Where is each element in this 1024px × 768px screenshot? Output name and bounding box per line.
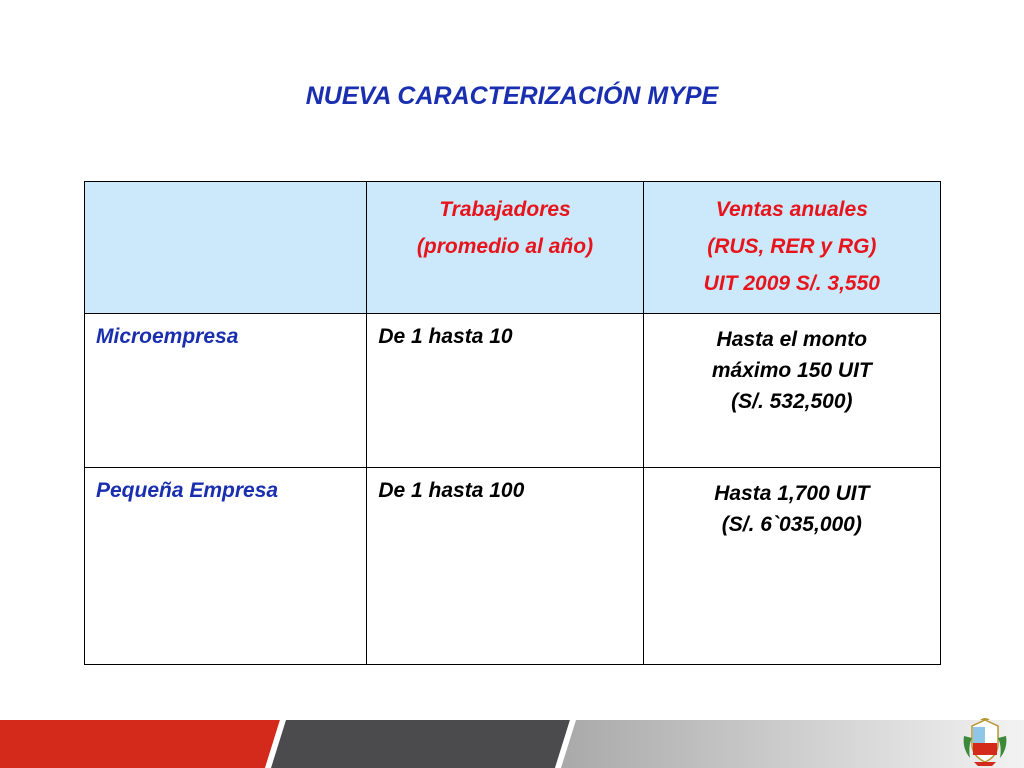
header-trabajadores-line2: (promedio al año): [416, 235, 594, 258]
header-trabajadores: [367, 182, 643, 314]
row-trabajadores-pequena-empresa: [367, 468, 643, 665]
row-trabajadores-microempresa: [367, 314, 643, 468]
ventas-line1: Hasta el monto: [716, 328, 868, 351]
header-ventas: [643, 182, 940, 314]
row-label-microempresa: [85, 314, 367, 468]
row-ventas-pequena-empresa: [643, 468, 940, 665]
footer-band: [0, 720, 1024, 768]
footer-dark-stripe: [271, 720, 570, 768]
trabajadores-value: De 1 hasta 100: [378, 479, 525, 502]
peru-coat-of-arms-icon: [960, 716, 1010, 768]
header-ventas-line1: Ventas anuales: [715, 198, 868, 221]
ventas-line2: máximo 150 UIT: [711, 359, 872, 382]
header-trabajadores-line1: Trabajadores: [439, 198, 571, 221]
table-header-row: [85, 182, 941, 314]
ventas-line1: Hasta 1,700 UIT: [714, 482, 870, 505]
ventas-line3: (S/. 532,500): [731, 390, 853, 413]
row-label-text: Pequeña Empresa: [96, 479, 279, 502]
ventas-line2: (S/. 6`035,000): [721, 513, 862, 536]
table-row-pequena-empresa: [85, 468, 941, 665]
header-ventas-line3: UIT 2009 S/. 3,550: [703, 272, 880, 295]
trabajadores-value: De 1 hasta 10: [378, 325, 513, 348]
header-empty-cell: [85, 182, 367, 314]
row-label-pequena-empresa: [85, 468, 367, 665]
header-ventas-line2: (RUS, RER y RG): [707, 235, 877, 258]
slide-title: NUEVA CARACTERIZACIÓN MYPE: [305, 82, 719, 110]
row-ventas-microempresa: [643, 314, 940, 468]
table-row-microempresa: [85, 314, 941, 468]
mype-table: [84, 181, 941, 665]
footer-gray-stripe: [561, 720, 1024, 768]
footer-red-stripe: [0, 720, 280, 768]
row-label-text: Microempresa: [96, 325, 239, 348]
